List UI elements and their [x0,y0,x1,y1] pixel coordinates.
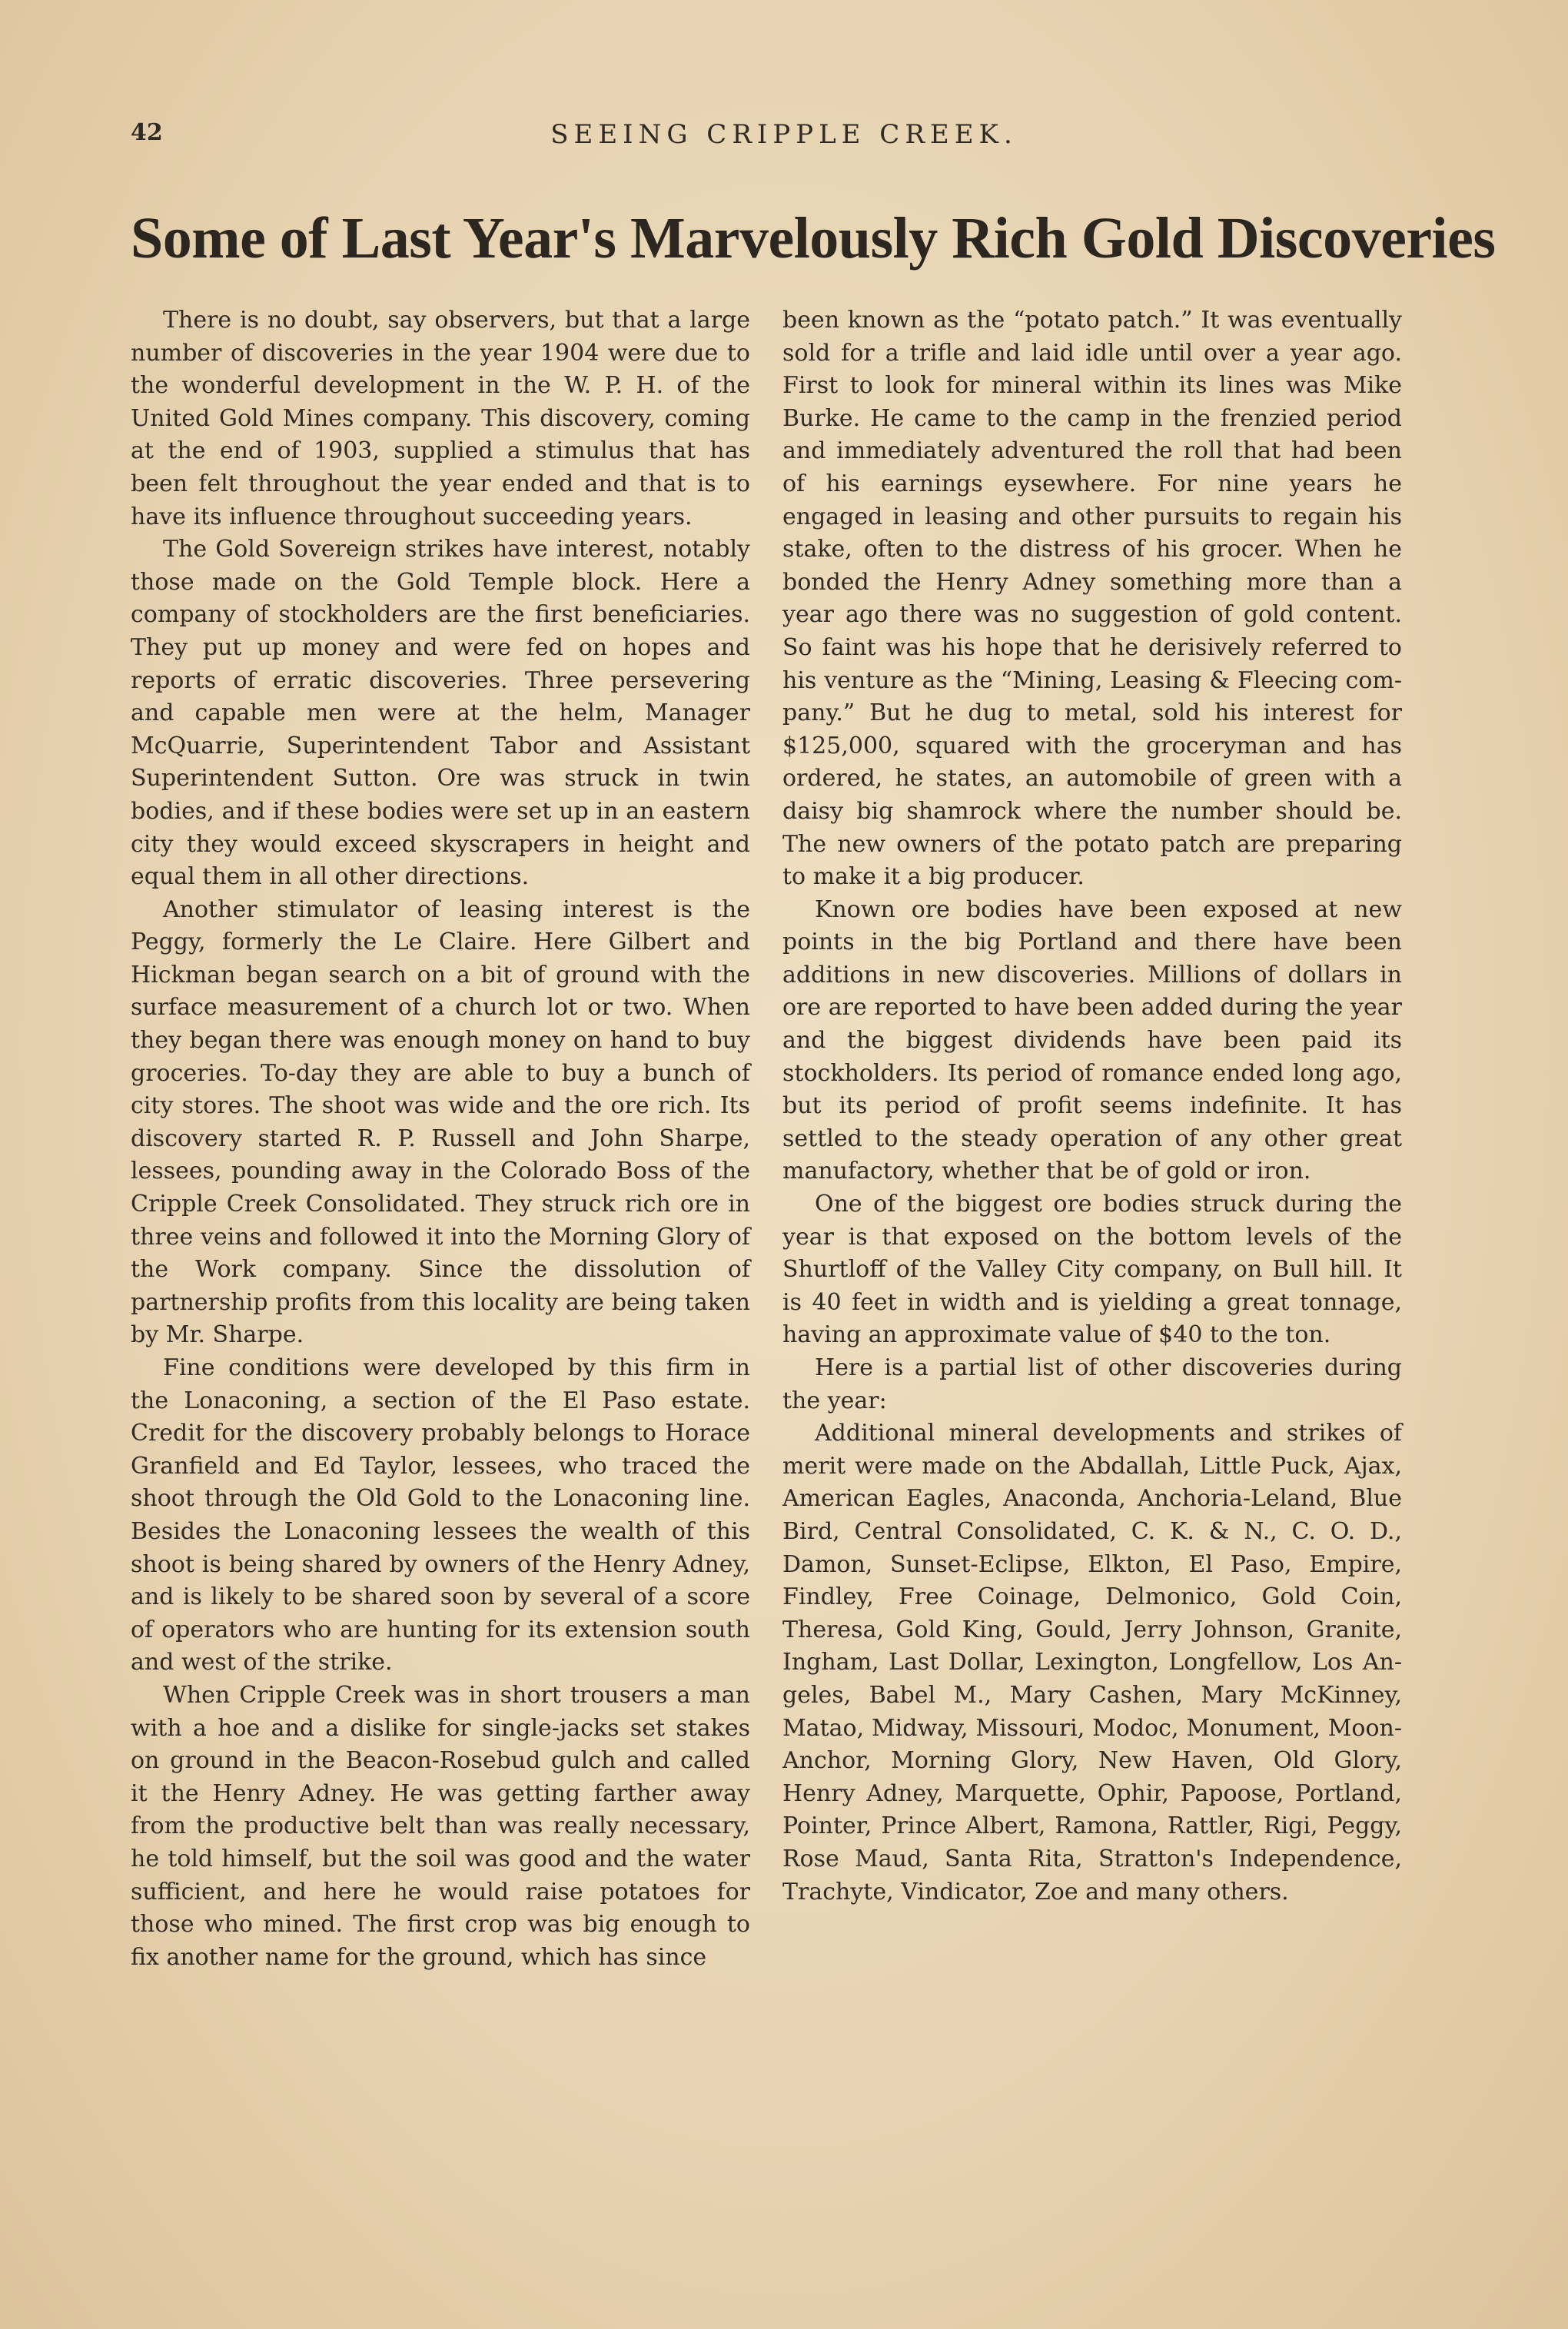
paragraph: One of the biggest ore bodies struck during the year is that exposed on the bottom levels of the Shurtloff of the Valley City company, on Bull hill. It is 40 feet in width and is yielding a great tonnage, having an approximate value of $40 to the ton. [782,1191,1402,1349]
paragraph: Fine conditions were developed by this firm in the Lonaconing, a section of the El Paso estate. Credit for the discovery probably belongs to Horace Granfield and Ed Taylor, lessees, who traced the shoot through the Old Gold to the Lonaconing line. Besides the Lonaconing lessees the wealth of this shoot is being shared by owners of the Henry Adney, and is likely to be shared soon by several of a score of operators who are hunting for its extension south and west of the strike. [131,1354,750,1676]
left-column [131,304,750,1974]
paragraph: When Cripple Creek was in short trousers a man with a hoe and a dislike for single-jacks set stakes on ground in the Beacon-Rosebud gulch and called it the Henry Adney. He was getting farther away from the productive belt than was really necessary, he told himself, but the soil was good and the water sufficient, and here he would raise potatoes for those who mined. The first crop was big enough to fix another name for the ground, which has since [131,1681,750,1971]
page-number: 42 [131,119,163,146]
paragraph: There is no doubt, say observers, but that a large number of discoveries in the year 1904 were due to the wonderful development in the W. P. H. of the United Gold Mines company. This discovery, coming at the end of 1903, supplied a stimulus that has been felt throughout the year ended and that is to have its influence throughout succeeding years. [131,307,750,530]
paragraph: The Gold Sovereign strikes have interest, notably those made on the Gold Temple block. Here a company of stockholders are the first beneficiaries. They put up money and were fed on hopes and reports of erratic discoveries. Three persevering and capable men were at the helm, Manager McQuarrie, Superintendent Tabor and Assistant Superintendent Sutton. Ore was struck in twin bodies, and if these bodies were set up in an eastern city they would exceed skyscrapers in height and equal them in all other directions. [131,536,750,891]
article-title: Some of Last Year's Marvelously Rich Gold Discoveries [131,206,1496,271]
right-column [782,304,1402,1909]
paragraph: Here is a partial list of other discoveries during the year: [782,1354,1402,1414]
paragraph-continuation: been known as the “potato patch.” It was eventually sold for a trifle and laid idle until over a year ago. First to look for mineral within its lines was Mike Burke. He came to the camp in the frenzied period and immediately adventured the roll that had been of his earnings eysewhere. For nine years he engaged in leasing and other pursuits to regain his stake, often to the distress of his grocer. When he bonded the Henry Adney something more than a year ago there was no suggestion of gold content. So faint was his hope that he derisively referred to his venture as the “Mining, Leasing & Fleecing company.” But he dug to metal, sold his interest for $125,000, squared with the groceryman and has ordered, he states, an automobile of green with a daisy big shamrock where the number should be. The new owners of the potato patch are preparing to make it a big producer. [782,307,1402,891]
paragraph: Another stimulator of leasing interest is the Peggy, formerly the Le Claire. Here Gilbert and Hickman began search on a bit of ground with the surface measurement of a church lot or two. When they began there was enough money on hand to buy groceries. To-day they are able to buy a bunch of city stores. The shoot was wide and the ore rich. Its discovery started R. P. Russell and John Sharpe, lessees, pounding away in the Colorado Boss of the Cripple Creek Consolidated. They struck rich ore in three veins and followed it into the Morning Glory of the Work company. Since the dissolution of partnership profits from this locality are being taken by Mr. Sharpe. [131,895,750,1349]
paragraph: Known ore bodies have been exposed at new points in the big Portland and there have been additions in new discoveries. Millions of dollars in ore are reported to have been added during the year and the biggest dividends have been paid its stockholders. Its period of romance ended long ago, but its period of profit seems indefinite. It has settled to the steady operation of any other great manufactory, whether that be of gold or iron. [782,895,1402,1185]
paragraph: Additional mineral developments and strikes of merit were made on the Abdallah, Little Puck, Ajax, American Eagles, Anaconda, Anchoria-Leland, Blue Bird, Central Consolidated, C. K. & N., C. O. D., Damon, Sunset-Eclipse, Elkton, El Paso, Empire, Findley, Free Coinage, Delmonico, Gold Coin, Theresa, Gold King, Gould, Jerry Johnson, Granite, Ingham, Last Dollar, Lexington, Longfellow, Los Angeles, Babel M., Mary Cashen, Mary McKinney, Matao, Midway, Missouri, Modoc, Monument, Moon-Anchor, Morning Glory, New Haven, Old Glory, Henry Adney, Marquette, Ophir, Papoose, Portland, Pointer, Prince Albert, Ramona, Rattler, Rigi, Peggy, Rose Maud, Santa Rita, Stratton's Independence, Trachyte, Vindicator, Zoe and many others. [782,1420,1402,1905]
running-head: SEEING CRIPPLE CREEK. [550,119,1018,150]
